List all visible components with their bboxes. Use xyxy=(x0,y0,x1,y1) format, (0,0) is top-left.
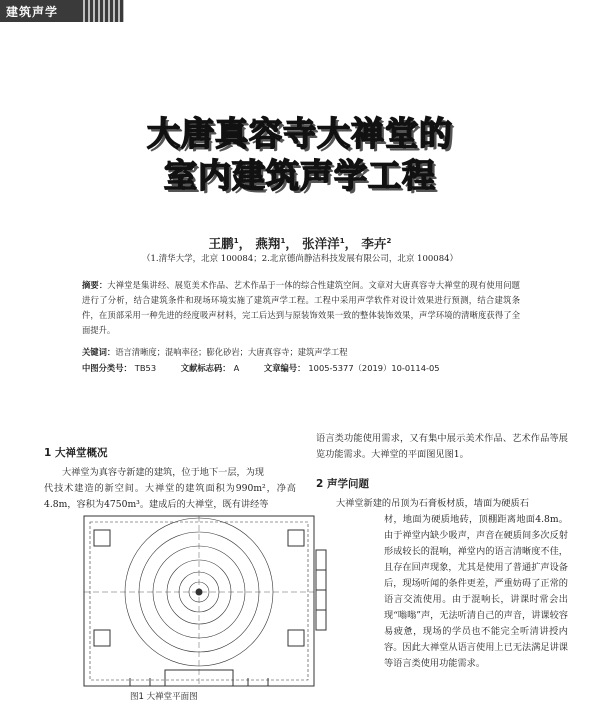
section-1-continued: 语言类功能使用需求，又有集中展示美术作品、艺术作品等展览功能需求。大禅堂的平面图见图1。 xyxy=(316,433,568,460)
author-list: 王鹏$^1$， 燕翔$^1$， 张洋洋$^1$， 李卉$^2$ xyxy=(208,236,392,251)
abstract xyxy=(82,278,520,338)
author: 王鹏 xyxy=(208,236,234,251)
journal-header-tab xyxy=(0,0,122,22)
classification-line xyxy=(82,362,440,374)
journal-name: 建筑声学 xyxy=(6,5,59,19)
column xyxy=(94,630,110,646)
keywords xyxy=(82,346,348,358)
header-stripes xyxy=(80,0,124,22)
author: 李卉 xyxy=(361,236,387,251)
affiliation: （1.清华大学，北京 100084；2.北京德尚静洁科技发展有限公司，北京 100084） xyxy=(141,254,459,264)
section-2-para-line1: 大禅堂新建的吊顶为石膏板材质，墙面为硬质石 xyxy=(336,498,529,509)
section-1-para-line1: 大禅堂为真容寺新建的建筑，位于地下一层，为现 xyxy=(62,467,265,478)
title-line-1: 大唐真容寺大禅堂的 xyxy=(147,114,453,153)
doc-code-value: A xyxy=(233,363,240,373)
section-1-para-cont: 代技术建造的新空间。大禅堂的建筑面积为990m²，净高4.8m，容积为4750m³。建成后的大禅堂，既有讲经等 xyxy=(44,483,296,510)
section-2-para-cont: 材，地面为硬质地砖，顶棚距离地面4.8m。由于禅堂内缺少吸声，声音在硬质间多次反射形成较长的混响，禅堂内的语言清晰度不佳，且存在回声现象，尤其是使用了普通扩声设备后，现场听闻的条件更差，严重妨碍了正常的语言交流使用。由于混响长，讲课时常会出现“嗡嗡”声，无法听清自己的声音，讲课较容易疲惫，现场的学员也不能完全听清讲授内容。因此大禅堂从语言使用上已无法满足讲课等语言类使用功能需求。 xyxy=(384,514,568,669)
doc-code-label: 文献标志码： xyxy=(180,363,231,373)
title-line-2: 室内建筑声学工程 xyxy=(164,156,436,195)
clc-value: TB53 xyxy=(134,363,157,373)
section-1-heading: 1 大禅堂概况 xyxy=(44,447,108,459)
column xyxy=(94,530,110,546)
keywords-text: 语言清晰度；混响率径；膨化砂岩；大唐真容寺；建筑声学工程 xyxy=(115,347,348,357)
figure-caption: 图1 大禅堂平面图 xyxy=(130,692,198,702)
author: 张洋洋 xyxy=(302,236,340,251)
floor-plan-drawing xyxy=(70,510,328,690)
floor-plan-figure xyxy=(70,510,328,710)
author-sup: 1 xyxy=(339,236,345,245)
author-sup: 1 xyxy=(280,236,286,245)
abstract-label: 摘要： xyxy=(82,280,108,290)
author-sup: 2 xyxy=(386,236,392,245)
column xyxy=(288,530,304,546)
keywords-label: 关键词： xyxy=(82,347,116,357)
article-number-value: 1005-5377（2019）10-0114-05 xyxy=(308,363,440,373)
author: 燕翔 xyxy=(255,236,281,251)
clc-label: 中图分类号： xyxy=(82,363,132,373)
article-number-label: 文章编号： xyxy=(263,363,306,373)
author-sup: 1 xyxy=(233,236,239,245)
abstract-text: 大禅堂是集讲经、展览美术作品、艺术作品于一体的综合性建筑空间。文章对大唐真容寺大禅堂的现有使用问题进行了分析，结合建筑条件和现场环境实施了建筑声学工程。工程中采用声学软件对设计效果进行预测，结合建筑条件，在顶部采用一种先进的经度吸声材料，完工后达到与原装饰效果一致的整体装饰效果，声学环境的清晰度获得了全面提升。 xyxy=(82,280,520,335)
section-2-heading: 2 声学问题 xyxy=(316,478,369,490)
column xyxy=(288,630,304,646)
